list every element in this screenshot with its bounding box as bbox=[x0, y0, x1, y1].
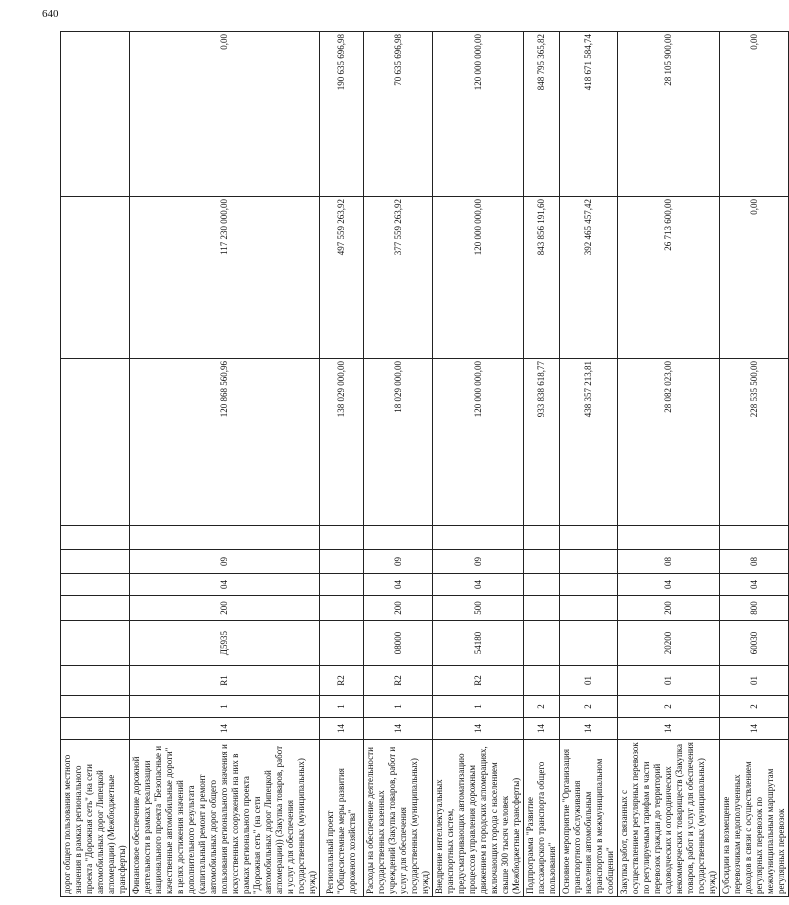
table-row bbox=[720, 32, 789, 897]
code-expense-type: 200 bbox=[618, 596, 720, 621]
code-subsection: 08 bbox=[618, 550, 720, 574]
value-year-1: 28 082 023,00 bbox=[618, 359, 720, 526]
code-direction bbox=[524, 621, 560, 666]
code-subprogram: 2 bbox=[560, 696, 618, 718]
row-name: Расходы на обеспечение деятельности государственных казенных учреждений (Закупка товаров, работ и услуг для обеспечения государственных (муниципальных) нужд) bbox=[364, 740, 433, 897]
code-event: 01 bbox=[720, 666, 789, 696]
value-year-2: 392 465 457,42 bbox=[560, 197, 618, 359]
value-year-2: 377 559 263,92 bbox=[364, 197, 433, 359]
table-row bbox=[433, 32, 524, 897]
code-extra bbox=[130, 526, 320, 550]
row-name: Финансовое обеспечение дорожной деятельности в рамках реализации национального проекта "Безопасные и качественные автомобильные дороги" в целях достижения значений дополнительного результата (капитальный ремонт и ремонт автомобильных дорог общего пользования регионального значения и искусственных сооружений на них в рамках регионального проекта "Дорожная сеть" (на сети автомобильных дорог Липецкой агломерации)) (Закупка товаров, работ и услуг для обеспечения государственных (муниципальных) нужд) bbox=[130, 740, 320, 897]
code-event: R1 bbox=[130, 666, 320, 696]
value-year-1: 18 029 000,00 bbox=[364, 359, 433, 526]
code-extra bbox=[618, 526, 720, 550]
code-subprogram: 1 bbox=[130, 696, 320, 718]
rotated-page bbox=[60, 32, 786, 897]
row-name: Субсидии на возмещение перевозчикам недополученных доходов в связи с осуществлением регулярных перевозок по межмуниципальным маршрутам регулярных перевозок bbox=[720, 740, 789, 897]
code-extra bbox=[720, 526, 789, 550]
code-subsection bbox=[560, 550, 618, 574]
code-section: 04 bbox=[433, 574, 524, 596]
table-row bbox=[130, 32, 320, 897]
code-event bbox=[61, 666, 130, 696]
value-year-1: 138 029 000,00 bbox=[320, 359, 364, 526]
code-gp: 14 bbox=[560, 718, 618, 740]
code-gp: 14 bbox=[720, 718, 789, 740]
table-row bbox=[364, 32, 433, 897]
code-subsection: 09 bbox=[364, 550, 433, 574]
row-name: Закупка работ, связанных с осуществлением регулярных перевозок по регулируемым тарифам в части перевозок граждан до территорий садоводческих и огороднических некоммерческих товариществ (Закупка товаров, работ и услуг для обеспечения государственных (муниципальных) нужд) bbox=[618, 740, 720, 897]
row-name: Подпрограмма "Развитие пассажирского транспорта общего пользования" bbox=[524, 740, 560, 897]
code-subsection: 09 bbox=[433, 550, 524, 574]
code-extra bbox=[364, 526, 433, 550]
value-year-3: 190 635 696,98 bbox=[320, 32, 364, 197]
value-year-3: 848 795 365,82 bbox=[524, 32, 560, 197]
value-year-3: 0,00 bbox=[130, 32, 320, 197]
code-extra bbox=[524, 526, 560, 550]
code-event: R2 bbox=[364, 666, 433, 696]
value-year-3: 0,00 bbox=[720, 32, 789, 197]
value-year-3: 70 635 696,98 bbox=[364, 32, 433, 197]
code-direction bbox=[560, 621, 618, 666]
value-year-2: 0,00 bbox=[720, 197, 789, 359]
code-direction: 60030 bbox=[720, 621, 789, 666]
code-subsection: 08 bbox=[720, 550, 789, 574]
code-subprogram: 2 bbox=[524, 696, 560, 718]
code-extra bbox=[433, 526, 524, 550]
code-expense-type: 500 bbox=[433, 596, 524, 621]
code-event: R2 bbox=[320, 666, 364, 696]
code-section bbox=[524, 574, 560, 596]
code-subsection bbox=[61, 550, 130, 574]
code-section bbox=[560, 574, 618, 596]
value-year-2: 120 000 000,00 bbox=[433, 197, 524, 359]
code-expense-type bbox=[524, 596, 560, 621]
value-year-3: 418 671 584,74 bbox=[560, 32, 618, 197]
code-gp: 14 bbox=[320, 718, 364, 740]
value-year-2: 26 713 600,00 bbox=[618, 197, 720, 359]
table-row bbox=[560, 32, 618, 897]
table-row bbox=[618, 32, 720, 897]
value-year-2: 117 230 000,00 bbox=[130, 197, 320, 359]
code-subprogram bbox=[61, 696, 130, 718]
value-year-1: 933 838 618,77 bbox=[524, 359, 560, 526]
code-event bbox=[524, 666, 560, 696]
value-year-3 bbox=[61, 32, 130, 197]
table-row bbox=[320, 32, 364, 897]
value-year-2: 497 559 263,92 bbox=[320, 197, 364, 359]
code-subprogram: 1 bbox=[364, 696, 433, 718]
code-subprogram: 1 bbox=[433, 696, 524, 718]
code-expense-type bbox=[61, 596, 130, 621]
value-year-3: 28 105 900,00 bbox=[618, 32, 720, 197]
code-extra bbox=[61, 526, 130, 550]
budget-table bbox=[60, 31, 789, 897]
code-extra bbox=[560, 526, 618, 550]
row-name: дорог общего пользования местного значения в рамках регионального проекта "Дорожная сеть" (на сети автомобильных дорог Липецкой агломерации) (Межбюджетные трансферты) bbox=[61, 740, 130, 897]
code-event: 01 bbox=[560, 666, 618, 696]
code-direction: 20200 bbox=[618, 621, 720, 666]
code-direction: Д5935 bbox=[130, 621, 320, 666]
code-section: 04 bbox=[364, 574, 433, 596]
code-subsection bbox=[320, 550, 364, 574]
code-gp: 14 bbox=[130, 718, 320, 740]
code-event: R2 bbox=[433, 666, 524, 696]
value-year-2: 843 856 191,60 bbox=[524, 197, 560, 359]
table-row bbox=[524, 32, 560, 897]
code-direction bbox=[320, 621, 364, 666]
code-section: 04 bbox=[618, 574, 720, 596]
code-section: 04 bbox=[720, 574, 789, 596]
code-direction: 08000 bbox=[364, 621, 433, 666]
code-subsection: 09 bbox=[130, 550, 320, 574]
code-gp: 14 bbox=[618, 718, 720, 740]
page-number: 640 bbox=[42, 8, 59, 20]
code-subprogram: 2 bbox=[618, 696, 720, 718]
row-name: Региональный проект "Общесистемные меры развития дорожного хозяйства" bbox=[320, 740, 364, 897]
code-event: 01 bbox=[618, 666, 720, 696]
code-section: 04 bbox=[130, 574, 320, 596]
code-expense-type bbox=[560, 596, 618, 621]
value-year-2 bbox=[61, 197, 130, 359]
row-name: Основное мероприятие "Организация транспортного обслуживания населения автомобильным транспортом в межмуниципальном сообщении" bbox=[560, 740, 618, 897]
code-subprogram: 2 bbox=[720, 696, 789, 718]
table-body bbox=[61, 32, 789, 897]
code-direction: 54180 bbox=[433, 621, 524, 666]
code-expense-type: 800 bbox=[720, 596, 789, 621]
code-expense-type: 200 bbox=[364, 596, 433, 621]
code-extra bbox=[320, 526, 364, 550]
code-gp bbox=[61, 718, 130, 740]
code-gp: 14 bbox=[433, 718, 524, 740]
code-gp: 14 bbox=[524, 718, 560, 740]
code-section bbox=[320, 574, 364, 596]
code-expense-type bbox=[320, 596, 364, 621]
row-name: Внедрение интеллектуальных транспортных систем, предусматривающих автоматизацию процессов управления дорожным движением в городских агломерациях, включающих города с населением свыше 300 тысяч человек (Межбюджетные трансферты) bbox=[433, 740, 524, 897]
code-direction bbox=[61, 621, 130, 666]
value-year-1 bbox=[61, 359, 130, 526]
value-year-1: 438 357 213,81 bbox=[560, 359, 618, 526]
table-row bbox=[61, 32, 130, 897]
value-year-1: 120 000 000,00 bbox=[433, 359, 524, 526]
value-year-3: 120 000 000,00 bbox=[433, 32, 524, 197]
value-year-1: 228 535 500,00 bbox=[720, 359, 789, 526]
code-subsection bbox=[524, 550, 560, 574]
value-year-1: 120 868 560,96 bbox=[130, 359, 320, 526]
code-section bbox=[61, 574, 130, 596]
code-subprogram: 1 bbox=[320, 696, 364, 718]
code-gp: 14 bbox=[364, 718, 433, 740]
code-expense-type: 200 bbox=[130, 596, 320, 621]
